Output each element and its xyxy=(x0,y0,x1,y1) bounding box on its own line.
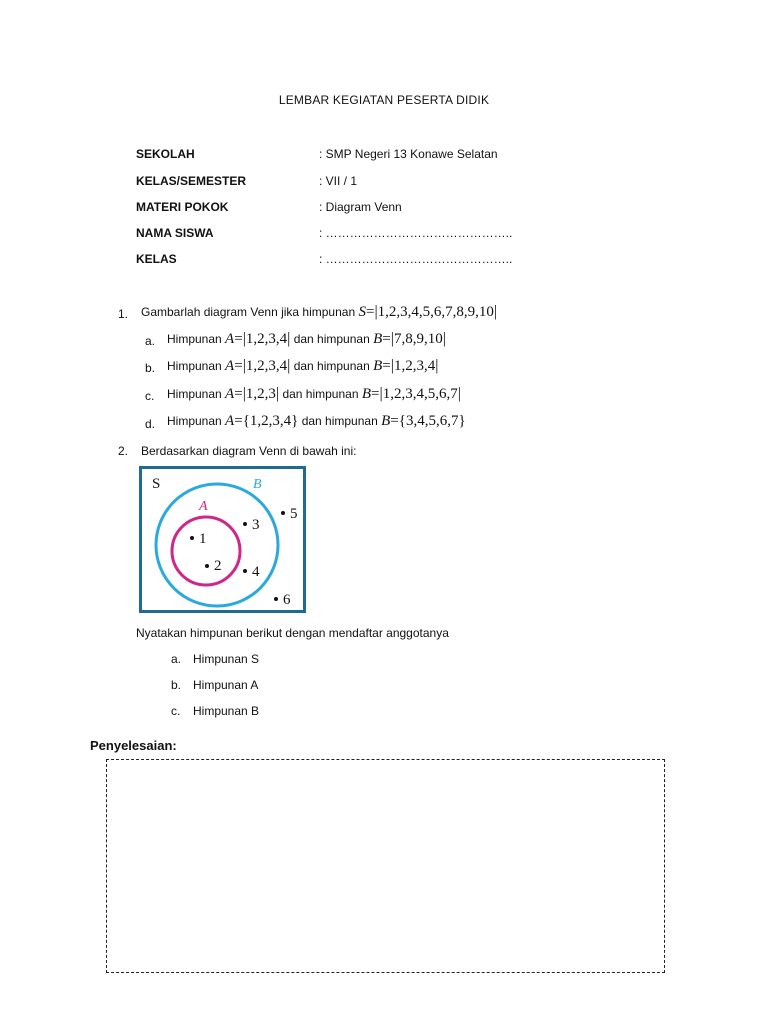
info-label-student-name: NAMA SISWA xyxy=(136,226,214,240)
question-2-instruction: Nyatakan himpunan berikut dengan mendaftar anggotanya xyxy=(136,626,449,640)
q2-item-c-letter: c. xyxy=(171,704,181,718)
info-value-student-name: : ……………………………………….. xyxy=(319,226,513,240)
info-value-class-semester: : VII / 1 xyxy=(319,174,358,188)
venn-point-2-label: 2 xyxy=(214,558,222,574)
venn-point-1-dot xyxy=(190,536,194,540)
venn-universe-frame xyxy=(141,468,305,612)
question-1-number: 1. xyxy=(118,307,129,321)
question-1-text: Gambarlah diagram Venn jika himpunan S=|1,2,3,4,5,6,7,8,9,10| xyxy=(141,303,498,320)
venn-point-2-dot xyxy=(205,564,209,568)
q2-item-b: Himpunan A xyxy=(193,678,259,692)
page-title: LEMBAR KEGIATAN PESERTA DIDIK xyxy=(278,93,490,107)
q1-item-d-letter: d. xyxy=(145,417,156,431)
q2-item-a: Himpunan S xyxy=(193,652,260,666)
q2-item-c: Himpunan B xyxy=(193,704,260,718)
venn-point-6-label: 6 xyxy=(283,592,291,608)
venn-set-a-circle xyxy=(172,517,240,585)
venn-diagram xyxy=(139,466,307,614)
info-label-class-semester: KELAS/SEMESTER xyxy=(136,174,247,188)
q2-item-b-letter: b. xyxy=(171,678,182,692)
q1-item-c-letter: c. xyxy=(145,389,155,403)
venn-point-4-label: 4 xyxy=(252,564,260,580)
venn-point-3-label: 3 xyxy=(252,517,260,533)
q1-item-d: Himpunan A={1,2,3,4} dan himpunan B={3,4,5,6,7} xyxy=(167,413,466,429)
q1-item-b: Himpunan A=|1,2,3,4| dan himpunan B=|1,2,3,4| xyxy=(167,357,439,374)
info-label-topic: MATERI POKOK xyxy=(136,200,229,214)
q1-item-c: Himpunan A=|1,2,3| dan himpunan B=|1,2,3,4,5,6,7| xyxy=(167,385,461,402)
question-1-prompt: Gambarlah diagram Venn jika himpunan xyxy=(141,305,356,319)
solution-answer-box[interactable] xyxy=(106,759,665,973)
q2-item-a-letter: a. xyxy=(171,652,182,666)
question-2-number: 2. xyxy=(118,444,129,458)
venn-point-4-dot xyxy=(243,569,247,573)
q1-item-a-letter: a. xyxy=(145,334,156,348)
venn-point-5-label: 5 xyxy=(290,506,298,522)
q1-item-b-letter: b. xyxy=(145,361,156,375)
info-value-class: : ……………………………………….. xyxy=(319,252,513,266)
venn-set-b-circle xyxy=(156,484,278,606)
set-s-value: 1,2,3,4,5,6,7,8,9,10 xyxy=(377,304,494,320)
venn-set-b-label: B xyxy=(253,477,262,492)
info-label-class: KELAS xyxy=(136,252,177,266)
venn-point-3-dot xyxy=(243,522,247,526)
info-value-school: : SMP Negeri 13 Konawe Selatan xyxy=(319,147,498,161)
q1-item-a: Himpunan A=|1,2,3,4| dan himpunan B=|7,8,9,10| xyxy=(167,330,446,347)
set-s-name: S xyxy=(358,304,366,320)
question-2-text: Berdasarkan diagram Venn di bawah ini: xyxy=(141,444,357,458)
venn-point-1-label: 1 xyxy=(199,531,207,547)
solution-label: Penyelesaian: xyxy=(90,738,177,753)
info-value-topic: : Diagram Venn xyxy=(319,200,402,214)
venn-point-5-dot xyxy=(281,511,285,515)
venn-universe-label: S xyxy=(152,476,161,492)
info-label-school: SEKOLAH xyxy=(136,147,195,161)
venn-point-6-dot xyxy=(274,597,278,601)
venn-set-a-label: A xyxy=(199,499,208,514)
